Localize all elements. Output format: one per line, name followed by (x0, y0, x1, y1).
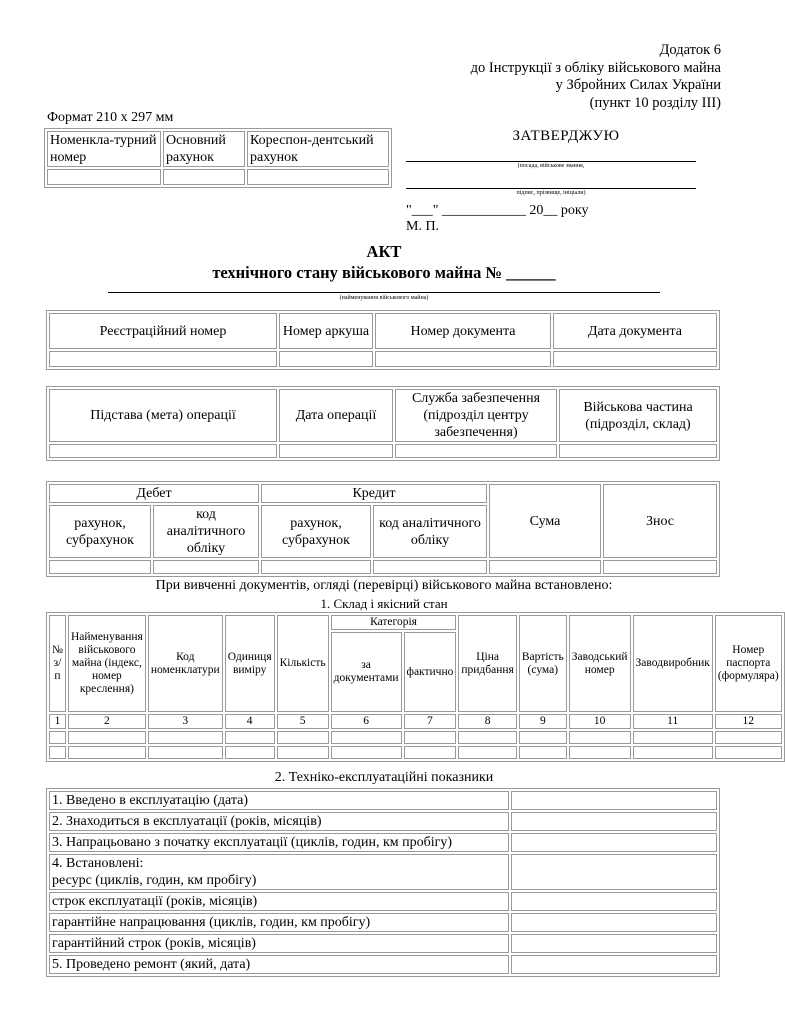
data-cell[interactable] (331, 746, 402, 759)
sheet-number-header: Номер аркуша (279, 313, 373, 349)
credit-account-cell[interactable] (261, 560, 371, 574)
credit-analytic-cell[interactable] (373, 560, 487, 574)
technical-indicators-table (46, 788, 720, 977)
table-row (49, 731, 782, 744)
sheet-number-cell[interactable] (279, 351, 373, 367)
wear-cell[interactable] (603, 560, 717, 574)
col-number: 4 (225, 714, 275, 729)
col-number: 2 (68, 714, 146, 729)
indicator-value[interactable] (511, 854, 717, 890)
nomenclature-number-cell[interactable] (47, 169, 161, 185)
data-cell[interactable] (331, 731, 402, 744)
col-number: 1 (49, 714, 66, 729)
debit-header: Дебет (49, 484, 259, 503)
indicator-label-group (49, 854, 509, 890)
act-subtitle: технічного стану військового майна № ______ (212, 263, 556, 282)
military-unit-header: Військова частина (підрозділ, склад) (559, 389, 717, 442)
code-header: Код номенклатури (148, 615, 223, 712)
indicator-value[interactable] (511, 791, 717, 810)
factory-number-header: Заводський номер (569, 615, 631, 712)
data-cell[interactable] (68, 746, 146, 759)
debit-credit-table (46, 481, 720, 577)
act-title: АКТ (366, 242, 402, 261)
debit-account-header: рахунок, субрахунок (49, 505, 151, 558)
appendix-line: Додаток 6 (659, 42, 721, 58)
property-name-line[interactable] (108, 292, 660, 293)
data-cell[interactable] (404, 731, 457, 744)
data-cell[interactable] (225, 746, 275, 759)
indicator-label: строк експлуатації (років, місяців) (49, 892, 509, 911)
table-row (49, 746, 782, 759)
col-number: 11 (633, 714, 713, 729)
data-cell[interactable] (458, 746, 516, 759)
approval-block (406, 128, 696, 235)
data-cell[interactable] (148, 746, 223, 759)
operation-date-cell[interactable] (279, 444, 393, 458)
supply-service-cell[interactable] (395, 444, 557, 458)
data-cell[interactable] (49, 746, 66, 759)
section2-title: 2. Техніко-експлуатаційні показники (274, 770, 494, 785)
col-number: 3 (148, 714, 223, 729)
data-cell[interactable] (458, 731, 516, 744)
indicator-label: гарантійне напрацювання (циклів, годин, км пробігу) (49, 913, 509, 932)
data-cell[interactable] (49, 731, 66, 744)
credit-header: Кредит (261, 484, 487, 503)
data-cell[interactable] (277, 746, 329, 759)
data-cell[interactable] (519, 731, 567, 744)
credit-analytic-header: код аналітичного обліку (373, 505, 487, 558)
indicator-value[interactable] (511, 833, 717, 852)
col-number: 7 (404, 714, 457, 729)
data-cell[interactable] (225, 731, 275, 744)
sum-header: Сума (489, 484, 601, 558)
indicator-value[interactable] (511, 892, 717, 911)
act-title-block (0, 241, 768, 283)
account-table (44, 128, 392, 188)
appendix-line: (пункт 10 розділу III) (589, 94, 721, 111)
property-name-caption: (найменування військового майна) (339, 295, 429, 301)
indicator-label: ресурс (циклів, годин, км пробігу) (52, 873, 257, 888)
col-number: 10 (569, 714, 631, 729)
position-line[interactable] (406, 145, 696, 162)
data-cell[interactable] (633, 746, 713, 759)
category-fact-header: фактично (404, 632, 457, 712)
stamp-label: М. П. (406, 219, 440, 234)
num-header: № з/п (49, 615, 66, 712)
supply-service-header: Служба забезпечення (підрозділ центру забезпечення) (395, 389, 557, 442)
indicator-label: 2. Знаходиться в експлуатації (років, місяців) (49, 812, 509, 831)
corresponding-account-cell[interactable] (247, 169, 389, 185)
data-cell[interactable] (715, 731, 782, 744)
data-cell[interactable] (633, 731, 713, 744)
quantity-header: Кількість (277, 615, 329, 712)
data-cell[interactable] (68, 731, 146, 744)
data-cell[interactable] (569, 746, 631, 759)
col-number: 9 (519, 714, 567, 729)
doc-number-cell[interactable] (375, 351, 551, 367)
name-header: Найменування військового майна (індекс, номер креслення) (68, 615, 146, 712)
appendix-block (471, 42, 721, 112)
operation-date-header: Дата операції (279, 389, 393, 442)
price-header: Ціна придбання (458, 615, 516, 712)
data-cell[interactable] (519, 746, 567, 759)
operation-basis-header: Підстава (мета) операції (49, 389, 277, 442)
data-cell[interactable] (569, 731, 631, 744)
operation-basis-cell[interactable] (49, 444, 277, 458)
column-number-row (49, 714, 782, 729)
unit-header: Одиниця виміру (225, 615, 275, 712)
doc-date-header: Дата документа (553, 313, 717, 349)
data-cell[interactable] (277, 731, 329, 744)
data-cell[interactable] (715, 746, 782, 759)
indicator-label: 3. Напрацьовано з початку експлуатації (циклів, годин, км пробігу) (49, 833, 509, 852)
position-caption: (посада, військове звання, (517, 163, 585, 169)
appendix-line: до Інструкції з обліку військового майна (470, 59, 721, 76)
col-number: 6 (331, 714, 402, 729)
indicator-value[interactable] (511, 913, 717, 932)
nomenclature-number-header: Номенкла-турний номер (47, 131, 161, 167)
value-header: Вартість (сума) (519, 615, 567, 712)
data-cell[interactable] (404, 746, 457, 759)
indicator-value[interactable] (511, 812, 717, 831)
indicator-value[interactable] (511, 934, 717, 953)
format-label: Формат 210 х 297 мм (47, 110, 174, 125)
debit-account-cell[interactable] (49, 560, 151, 574)
wear-header: Знос (603, 484, 717, 558)
section1-title: 1. Склад і якісний стан (320, 596, 448, 611)
category-doc-header: за документами (331, 632, 402, 712)
approve-title: ЗАТВЕРДЖУЮ (512, 128, 620, 144)
data-cell[interactable] (148, 731, 223, 744)
military-unit-cell[interactable] (559, 444, 717, 458)
signature-caption: підпис, прізвище, ініціали) (516, 190, 586, 196)
main-account-cell[interactable] (163, 169, 245, 185)
credit-account-header: рахунок, субрахунок (261, 505, 371, 558)
doc-number-header: Номер документа (375, 313, 551, 349)
col-number: 8 (458, 714, 516, 729)
doc-date-cell[interactable] (553, 351, 717, 367)
composition-table (46, 612, 785, 762)
indicator-value[interactable] (511, 955, 717, 974)
operation-table (46, 386, 720, 461)
corresponding-account-header: Кореспон-дентський рахунок (247, 131, 389, 167)
category-header: Категорія (331, 615, 457, 630)
appendix-line: у Збройних Силах України (555, 77, 721, 93)
reg-number-header: Реєстраційний номер (49, 313, 277, 349)
indicator-label: 4. Встановлені: (52, 856, 144, 871)
debit-analytic-cell[interactable] (153, 560, 259, 574)
maker-header: Заводвиробник (633, 615, 713, 712)
approve-date[interactable]: "___" ____________ 20__ року (406, 203, 589, 218)
section-intro: При вивченні документів, огляді (перевірці) військового майна встановлено: (155, 578, 613, 593)
main-account-header: Основний рахунок (163, 131, 245, 167)
col-number: 12 (715, 714, 782, 729)
debit-analytic-header: код аналітичного обліку (153, 505, 259, 558)
indicator-label: 1. Введено в експлуатацію (дата) (49, 791, 509, 810)
reg-number-cell[interactable] (49, 351, 277, 367)
col-number: 5 (277, 714, 329, 729)
passport-header: Номер паспорта (формуляра) (715, 615, 782, 712)
indicator-label: гарантійний строк (років, місяців) (49, 934, 509, 953)
signature-line[interactable] (406, 172, 696, 189)
registration-table (46, 310, 720, 370)
indicator-label: 5. Проведено ремонт (який, дата) (49, 955, 509, 974)
sum-cell[interactable] (489, 560, 601, 574)
